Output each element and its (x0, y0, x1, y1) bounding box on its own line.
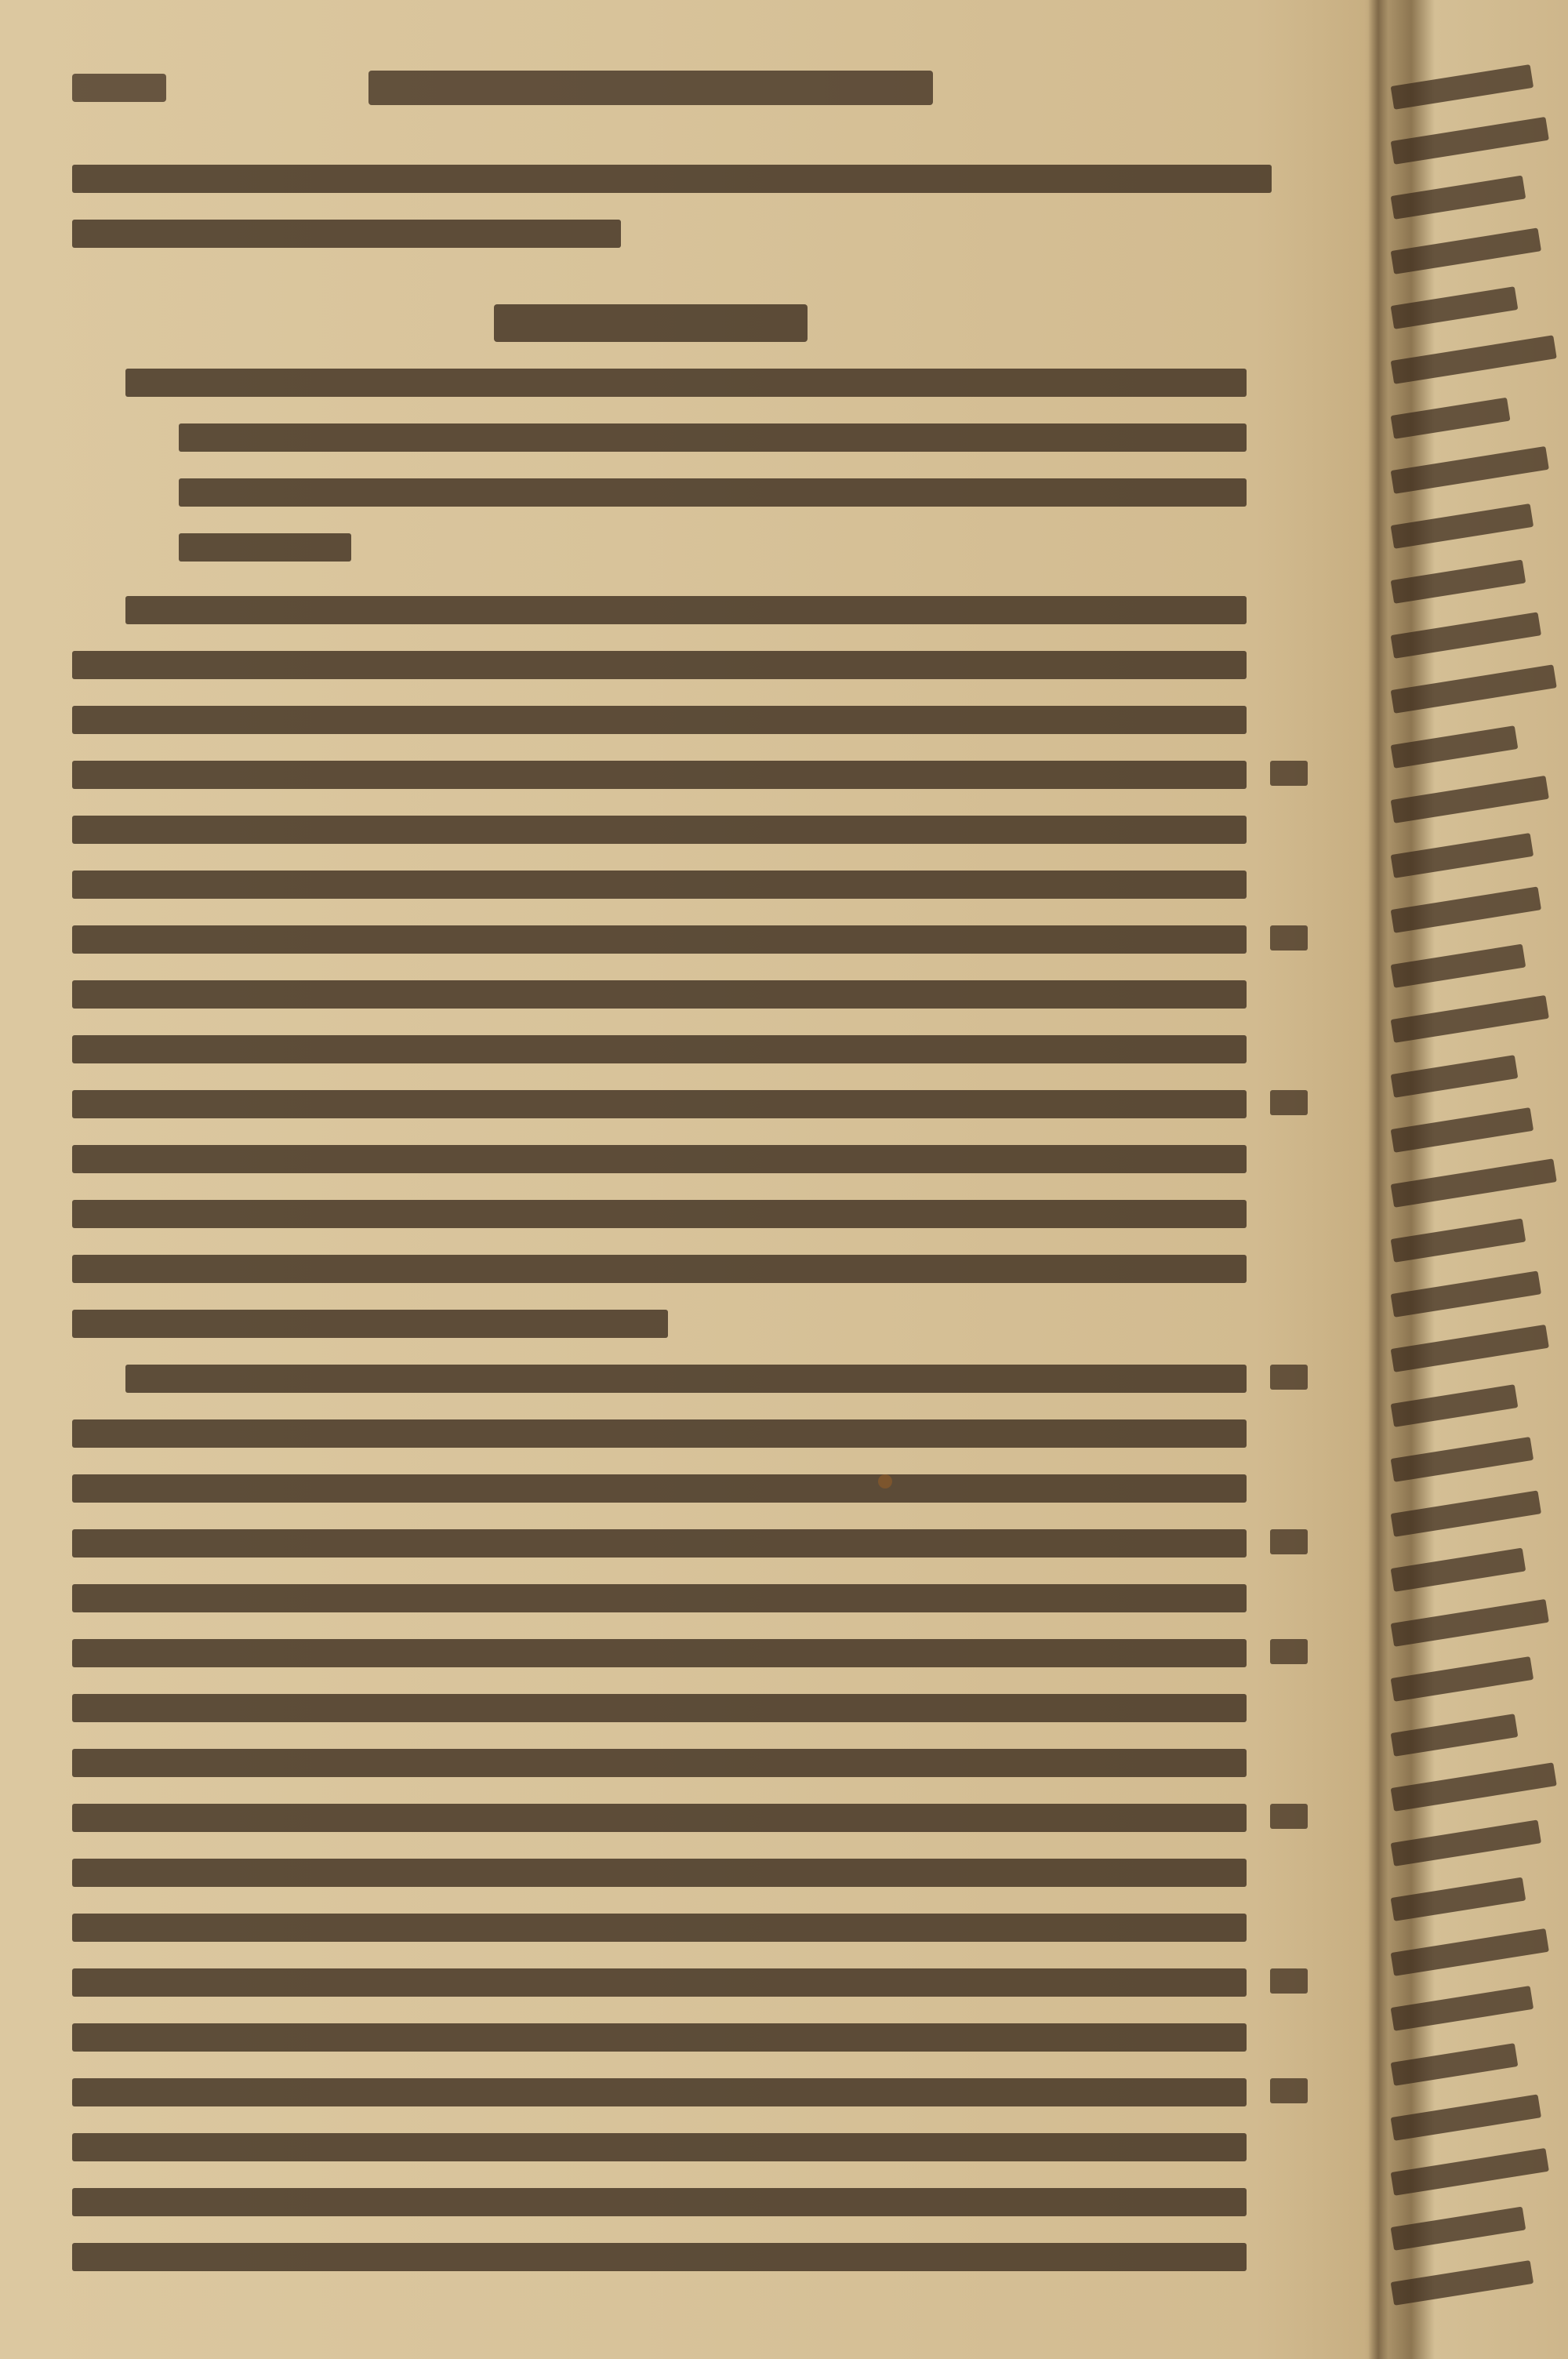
verse-number (1270, 1968, 1308, 1994)
facing-page-line (1391, 446, 1549, 494)
facing-page-line (1391, 886, 1541, 932)
facing-page-line (1391, 2043, 1519, 2086)
facing-page-edge (1388, 0, 1568, 2359)
facing-page-line (1391, 1714, 1519, 1757)
text-line (72, 1749, 1247, 1777)
text-line (72, 1474, 1247, 1503)
text-line (72, 1145, 1247, 1173)
verse-number (1270, 1365, 1308, 1390)
facing-page-line (1391, 1270, 1541, 1317)
verse-number (1270, 1639, 1308, 1664)
facing-page-line (1391, 1384, 1519, 1427)
page-header (0, 61, 1317, 124)
text-line (72, 165, 1272, 193)
facing-page-line (1391, 1548, 1526, 1592)
text-line (179, 478, 1247, 507)
text-line (72, 2078, 1247, 2106)
facing-page-line (1391, 176, 1526, 220)
facing-page-line (1391, 2260, 1534, 2306)
facing-page-line (1391, 995, 1549, 1043)
page-fold (1368, 0, 1388, 2359)
text-line (72, 2188, 1247, 2216)
text-line (72, 1035, 1247, 1063)
text-line (179, 533, 351, 562)
facing-page-line (1391, 776, 1549, 823)
text-line (72, 1529, 1247, 1558)
facing-page-line (1391, 2094, 1541, 2140)
text-line (72, 980, 1247, 1009)
verse-number (1270, 1804, 1308, 1829)
facing-page-line (1391, 335, 1557, 383)
facing-page-line (1391, 944, 1526, 988)
text-line (72, 2243, 1247, 2271)
facing-page-line (1391, 1107, 1534, 1153)
text-line (72, 1090, 1247, 1118)
text-line (125, 596, 1247, 624)
facing-page-line (1391, 664, 1557, 713)
facing-page-line (1391, 1762, 1557, 1811)
facing-page-line (1391, 2148, 1549, 2196)
text-line (72, 1914, 1247, 1942)
text-line (72, 1310, 668, 1338)
text-line (72, 1419, 1247, 1448)
running-title (368, 71, 933, 105)
facing-page-line (1391, 1928, 1549, 1976)
page-number (72, 74, 166, 102)
facing-page-line (1391, 227, 1541, 274)
facing-page-line (1391, 2207, 1526, 2251)
text-line (72, 1804, 1247, 1832)
facing-page-line (1391, 1437, 1534, 1482)
facing-page-line (1391, 725, 1519, 769)
verse-number (1270, 1529, 1308, 1554)
facing-page-line (1391, 1055, 1519, 1098)
verse-number (1270, 761, 1308, 786)
facing-page-line (1391, 1656, 1534, 1702)
text-line (72, 1859, 1247, 1887)
facing-page-line (1391, 64, 1534, 110)
text-line (72, 1200, 1247, 1228)
text-line (72, 2133, 1247, 2161)
text-line (72, 1255, 1247, 1283)
facing-page-line (1391, 117, 1549, 165)
facing-page-line (1391, 1490, 1541, 1536)
facing-page-line (1391, 1219, 1526, 1263)
facing-page-line (1391, 560, 1526, 604)
text-line (72, 1968, 1247, 1997)
facing-page-line (1391, 1325, 1549, 1372)
text-line (125, 1365, 1247, 1393)
text-line (179, 423, 1247, 452)
verse-number (1270, 2078, 1308, 2103)
facing-page-line (1391, 612, 1541, 658)
facing-page-line (1391, 503, 1534, 549)
text-line (72, 925, 1247, 954)
facing-page-line (1391, 833, 1534, 878)
text-line (72, 871, 1247, 899)
facing-page-line (1391, 286, 1519, 329)
facing-page-line (1391, 398, 1511, 439)
facing-page-line (1391, 1986, 1534, 2031)
text-line (72, 761, 1247, 789)
text-line (72, 2023, 1247, 2052)
text-line (125, 369, 1247, 397)
text-line (72, 220, 621, 248)
text-line (72, 651, 1247, 679)
text-line (72, 816, 1247, 844)
text-line (72, 1584, 1247, 1612)
facing-page-line (1391, 1158, 1557, 1207)
facing-page-line (1391, 1819, 1541, 1866)
chapter-heading (494, 304, 808, 342)
text-line (72, 706, 1247, 734)
ink-stain (878, 1474, 892, 1488)
text-line (72, 1639, 1247, 1667)
facing-page-line (1391, 1877, 1526, 1921)
facing-page-line (1391, 1599, 1549, 1647)
verse-number (1270, 925, 1308, 951)
text-line (72, 1694, 1247, 1722)
verse-number (1270, 1090, 1308, 1115)
